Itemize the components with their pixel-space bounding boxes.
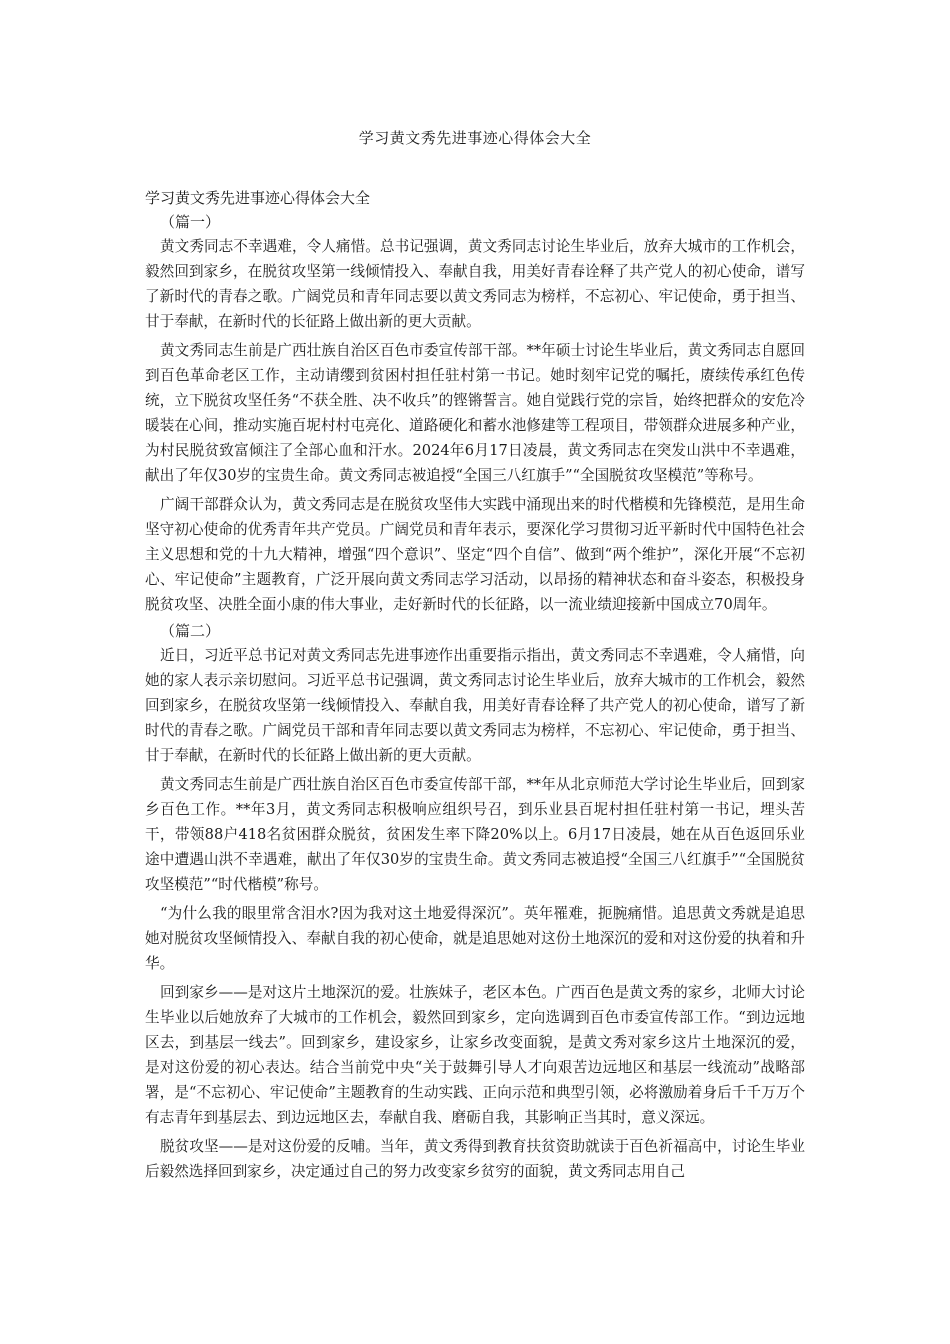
paragraph: 回到家乡——是对这片土地深沉的爱。壮族妹子，老区本色。广西百色是黄文秀的家乡，北师大讨论生毕业以后她放弃了大城市的工作机会，毅然回到家乡，定向选调到百色市委宣传部工作。“到边远地区去，到基层一线去”。回到家乡，建设家乡，让家乡改变面貌，是黄文秀对家乡这片土地深沉的爱，是对这份爱的初心表达。结合当前党中央“关于鼓舞引导人才向艰苦边远地区和基层一线流动”战略部署，是“不忘初心、牢记使命”主题教育的生动实践、正向示范和典型引领，必将激励着身后千千万万个有志青年到基层去、到边远地区去，奉献自我、磨砺自我，其影响正当其时，意义深远。 <box>145 984 805 1126</box>
paragraph: 脱贫攻坚——是对这份爱的反哺。当年，黄文秀得到教育扶贫资助就读于百色祈福高中，讨论生毕业后毅然选择回到家乡，决定通过自己的努力改变家乡贫穷的面貌，黄文秀同志用自己 <box>145 1138 805 1180</box>
document-title: 学习黄文秀先进事迹心得体会大全 <box>358 129 592 147</box>
paragraph: 近日，习近平总书记对黄文秀同志先进事迹作出重要指示指出，黄文秀同志不幸遇难，令人痛惜，向她的家人表示亲切慰问。习近平总书记强调，黄文秀同志讨论生毕业后，放弃大城市的工作机会，毅然回到家乡，在脱贫攻坚第一线倾情投入、奉献自我，用美好青春诠释了共产党人的初心使命，谱写了新时代的青春之歌。广阔党员干部和青年同志要以黄文秀同志为榜样，不忘初心、牢记使命，勇于担当、甘于奉献，在新时代的长征路上做出新的更大贡献。 <box>145 647 805 764</box>
section-2 <box>145 619 805 1184</box>
document-page <box>145 0 805 1188</box>
section-1 <box>145 210 805 617</box>
section-label: （篇二） <box>160 622 221 640</box>
paragraph: 黄文秀同志不幸遇难，令人痛惜。总书记强调，黄文秀同志讨论生毕业后，放弃大城市的工作机会，毅然回到家乡，在脱贫攻坚第一线倾情投入、奉献自我，用美好青春诠释了共产党人的初心使命，谱写了新时代的青春之歌。广阔党员和青年同志要以黄文秀同志为榜样，不忘初心、牢记使命，勇于担当、甘于奉献，在新时代的长征路上做出新的更大贡献。 <box>145 238 805 330</box>
document-subtitle: 学习黄文秀先进事迹心得体会大全 <box>145 189 371 207</box>
paragraph: 黄文秀同志生前是广西壮族自治区百色市委宣传部干部，**年从北京师范大学讨论生毕业后，回到家乡百色工作。**年3月，黄文秀同志积极响应组织号召，到乐业县百坭村担任驻村第一书记，埋头苦干，带领88户418名贫困群众脱贫，贫困发生率下降20%以上。6月17日凌晨，她在从百色返回乐业途中遭遇山洪不幸遇难，献出了年仅30岁的宝贵生命。黄文秀同志被追授“全国三八红旗手”“全国脱贫攻坚模范”“时代楷模”称号。 <box>145 776 805 893</box>
paragraph: 广阔干部群众认为，黄文秀同志是在脱贫攻坚伟大实践中涌现出来的时代楷模和先锋模范，是用生命坚守初心使命的优秀青年共产党员。广阔党员和青年表示，要深化学习贯彻习近平新时代中国特色社会主义思想和党的十九大精神，增强“四个意识”、坚定“四个自信”、做到“两个维护”，深化开展“不忘初心、牢记使命”主题教育，广泛开展向黄文秀同志学习活动，以昂扬的精神状态和奋斗姿态，积极投身脱贫攻坚、决胜全面小康的伟大事业，走好新时代的长征路，以一流业绩迎接新中国成立70周年。 <box>145 496 805 613</box>
paragraph: 黄文秀同志生前是广西壮族自治区百色市委宣传部干部。**年硕士讨论生毕业后，黄文秀同志自愿回到百色革命老区工作，主动请缨到贫困村担任驻村第一书记。她时刻牢记党的嘱托，赓续传承红色传统，立下脱贫攻坚任务“不获全胜、决不收兵”的铿锵誓言。她自觉践行党的宗旨，始终把群众的安危冷暖装在心间，推动实施百坭村村屯亮化、道路硬化和蓄水池修建等工程项目，带领群众进展多种产业，为村民脱贫致富倾注了全部心血和汗水。2024年6月17日凌晨，黄文秀同志在突发山洪中不幸遇难，献出了年仅30岁的宝贵生命。黄文秀同志被追授“全国三八红旗手”“全国脱贫攻坚模范”等称号。 <box>145 342 805 484</box>
section-label: （篇一） <box>160 213 221 231</box>
paragraph: “为什么我的眼里常含泪水?因为我对这土地爱得深沉”。英年罹难，扼腕痛惜。追思黄文秀就是追思她对脱贫攻坚倾情投入、奉献自我的初心使命，就是追思她对这份土地深沉的爱和对这份爱的执着和升华。 <box>145 905 805 972</box>
